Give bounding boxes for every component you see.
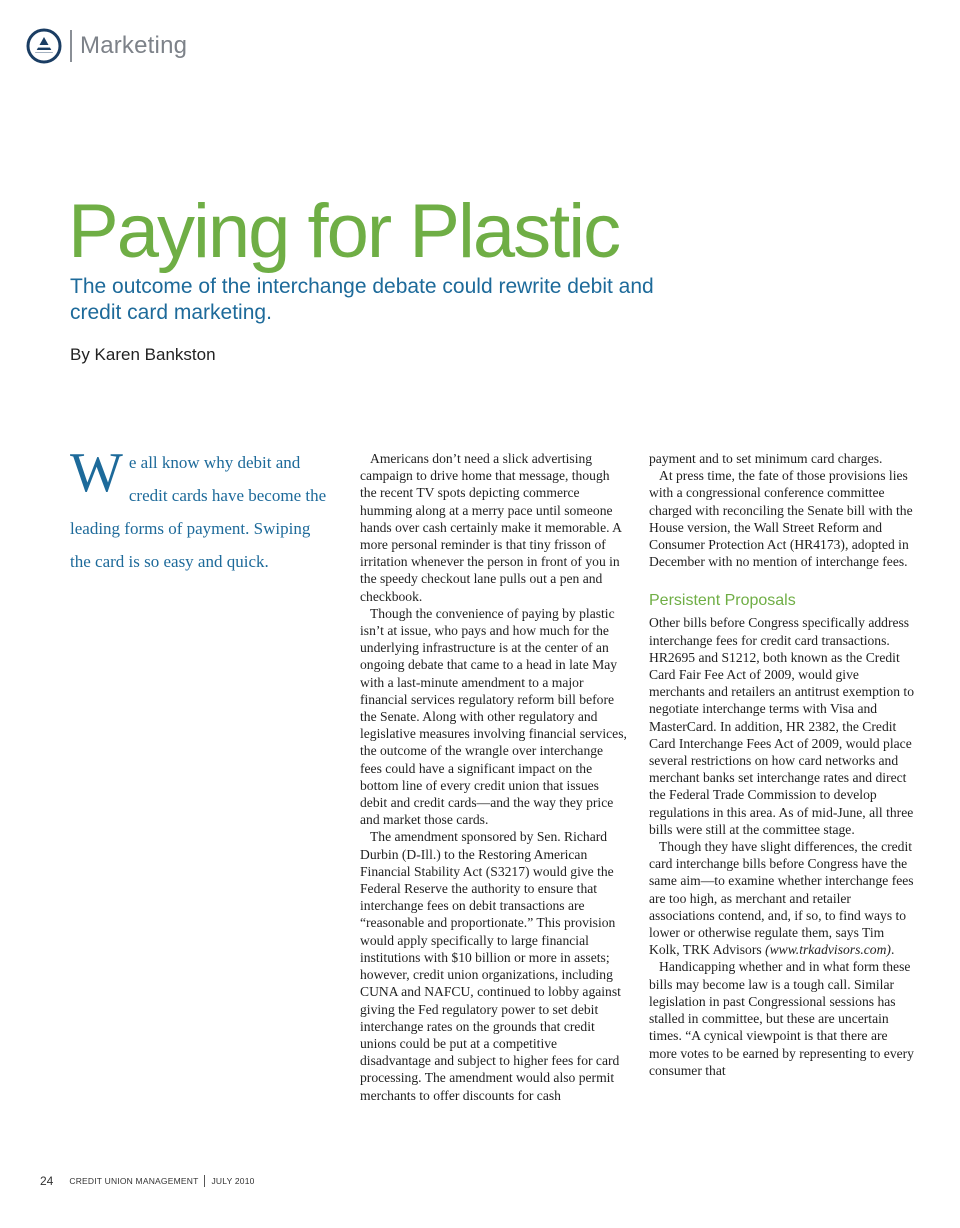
paragraph: Other bills before Congress specifically address interchange fees for credit card transactions. HR2695 and S1212, both known as the Credit Card Fair Fee Act of 2009, would give merchants and retailers an antitrust exemption to negotiate interchange terms with Visa and MasterCard. In addition, HR 2382, the Credit Card Interchange Fees Act of 2009, would place several restrictions on how card networks and merchant banks set interchange rates and direct the Federal Trade Commission to develop regulations in this area. As of mid-June, all three bills were still at the committee stage. [649, 615, 914, 837]
body-column-3 [649, 450, 917, 1079]
page-header [26, 26, 187, 66]
body-column-2 [360, 450, 628, 1104]
page-number: 24 [40, 1174, 54, 1188]
article-subtitle: The outcome of the interchange debate could rewrite debit and credit card marketing. [70, 275, 654, 324]
paragraph: Handicapping whether and in what form these bills may become law is a tough call. Similar legislation in past Congressional sessions has stalled in committee, but these are uncertain times. “A cynical viewpoint is that there are more votes to be earned by representing to every consumer that [649, 959, 914, 1078]
byline: By Karen Bankston [70, 345, 216, 364]
website-reference: (www.trkadvisors.com) [765, 942, 891, 958]
paragraph: The amendment sponsored by Sen. Richard Durbin (D-Ill.) to the Restoring American Financial Stability Act (S3217) would give the Federal Reserve the authority to ensure that interchange fees on debit transactions are “reasonable and proportionate.” This provision would apply specifically to large financial institutions with $10 billion or more in assets; however, credit union organizations, including CUNA and NAFCU, continued to lobby against giving the Fed regulatory power to set debit interchange rates on the grounds that credit unions could be put at a competitive disadvantage and subject to higher fees for card processing. The amendment would also permit merchants to offer discounts for cash [360, 829, 621, 1103]
issue-date: JULY 2010 [211, 1176, 255, 1186]
publication-name: CREDIT UNION MANAGEMENT [69, 1176, 199, 1186]
drop-cap: W [70, 442, 123, 504]
paragraph: At press time, the fate of those provisions lies with a congressional conference committee charged with reconciling the Senate bill with the House version, the Wall Street Reform and Consumer Protection Act (HR4173), adopted in December with no mention of interchange fees. [649, 468, 913, 570]
paragraph-text: Though they have slight differences, the credit card interchange bills before Congress have the same aim—to examine whether interchange fees are too high, as merchant and retailer associations contend, and, if so, to find ways to lower or otherwise regulate them, says Tim Kolk, TRK Advisors [649, 839, 914, 958]
cu-logo-icon [26, 28, 62, 64]
article-title: Paying for Plastic [68, 189, 620, 274]
section-subhead: Persistent Proposals [649, 592, 796, 610]
pull-quote [70, 442, 332, 578]
page-footer [40, 1174, 255, 1188]
paragraph: payment and to set minimum card charges. [649, 451, 883, 466]
footer-divider [204, 1175, 205, 1187]
paragraph [649, 838, 917, 958]
header-divider [70, 30, 72, 62]
section-label: Marketing [80, 32, 188, 59]
paragraph: Though the convenience of paying by plastic isn’t at issue, who pays and how much for the underlying infrastructure is at the center of an ongoing debate that came to a head in late May with a last-minute amendment to a major financial services regulatory reform bill before the Senate. Along with other regulatory and legislative measures involving financial services, the outcome of the wrangle over interchange fees could have a significant impact on the bottom line of every credit union that issues debit and credit cards—and the way they price and market those cards. [360, 605, 627, 828]
pull-quote-text: e all know why debit and credit cards have become the leading forms of payment. Swiping the card is so easy and quick. [70, 453, 327, 571]
paragraph-end: . [890, 942, 895, 958]
paragraph: Americans don’t need a slick advertising campaign to drive home that message, though the recent TV spots depicting commerce humming along at a merry pace until someone hands over cash certainly make it memorable. A more personal reminder is that tiny frisson of irritation whenever the person in front of you in the speedy checkout lane pulls out a pen and checkbook. [360, 451, 622, 604]
